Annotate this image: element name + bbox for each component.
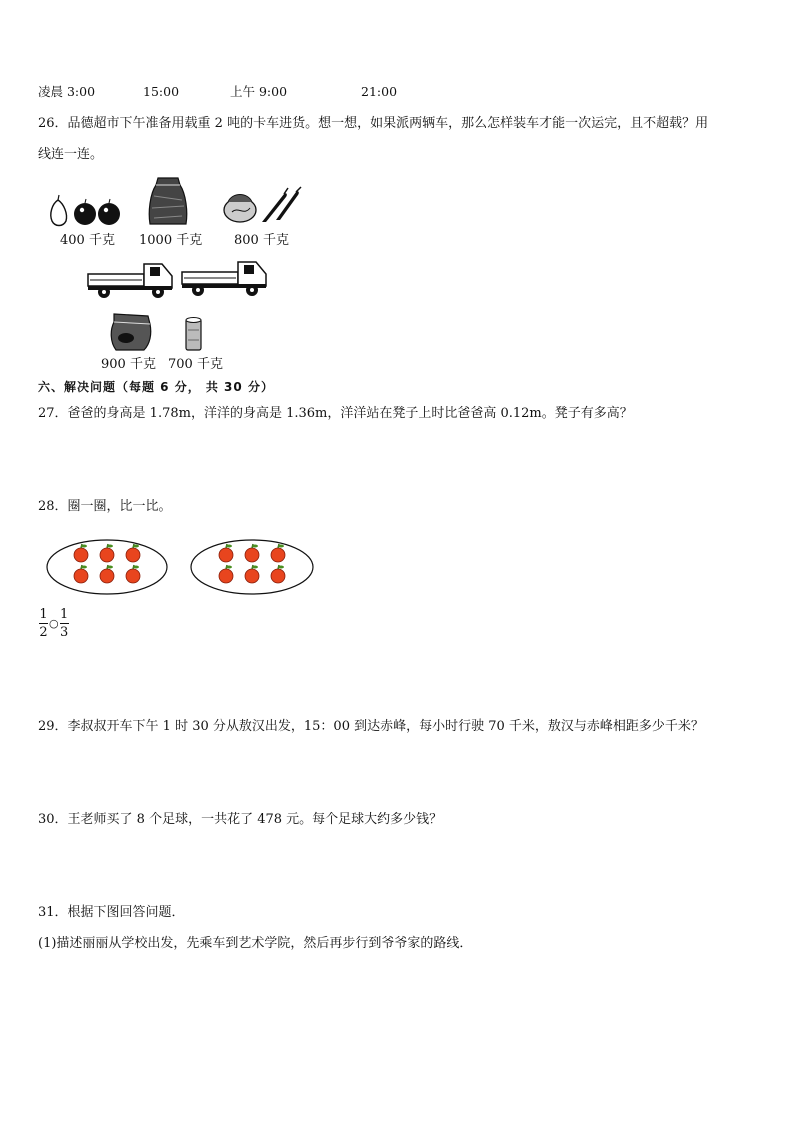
goods-label-4: 900 千克	[101, 357, 156, 372]
fraction-third-denominator: 3	[59, 625, 69, 640]
apple-group-left	[46, 538, 170, 596]
fruit-icon	[46, 194, 122, 228]
q28-text: 28．圈一圈，比一比。	[38, 499, 172, 514]
time-label-4: 21:00	[361, 84, 398, 99]
q31-text: 31．根据下图回答问题．	[38, 905, 185, 920]
time-label-3: 上午 9:00	[230, 84, 288, 99]
fraction-third-numerator: 1	[59, 607, 69, 622]
sack-icon	[146, 176, 190, 228]
goods-label-5: 700 千克	[168, 357, 223, 372]
goods-label-3: 800 千克	[234, 233, 289, 248]
vegetable-icon	[222, 186, 302, 226]
q31-sub1: (1)描述丽丽从学校出发，先乘车到艺术学院，然后再步行到爷爷家的路线．	[38, 936, 473, 951]
time-label-2: 15:00	[143, 84, 180, 99]
q30-text: 30．王老师买了 8 个足球，一共花了 478 元。每个足球大约多少钱？	[38, 812, 443, 827]
barrel-icon	[184, 316, 204, 352]
q26-line1: 26．品德超市下午准备用载重 2 吨的卡车进货。想一想，如果派两辆车，那么怎样装车才能一次运完，且不超载？用	[38, 116, 709, 131]
truck-icon	[180, 256, 272, 298]
apple-group-right	[190, 538, 314, 596]
truck-icon	[86, 258, 178, 300]
sack-icon	[108, 310, 154, 352]
fraction-comparison	[39, 607, 69, 640]
compare-circle[interactable]: ○	[49, 617, 59, 630]
q29-text: 29．李叔叔开车下午 1 时 30 分从敖汉出发，15：00 到达赤峰，每小时行驶 70 千米，敖汉与赤峰相距多少千米？	[38, 719, 704, 734]
q27-text: 27．爸爸的身高是 1.78m，洋洋的身高是 1.36m，洋洋站在凳子上时比爸爸高 0.12m。凳子有多高？	[38, 406, 633, 421]
section-heading: 六、解决问题（每题 6 分， 共 30 分）	[38, 380, 274, 394]
fraction-half-numerator: 1	[39, 607, 48, 622]
fraction-third	[60, 607, 69, 640]
fraction-half	[39, 607, 48, 640]
fraction-half-denominator: 2	[39, 625, 48, 640]
time-label-1: 凌晨 3:00	[38, 84, 96, 99]
goods-label-2: 1000 千克	[139, 233, 203, 248]
q26-line2: 线连一连。	[38, 147, 104, 162]
goods-label-1: 400 千克	[60, 233, 115, 248]
